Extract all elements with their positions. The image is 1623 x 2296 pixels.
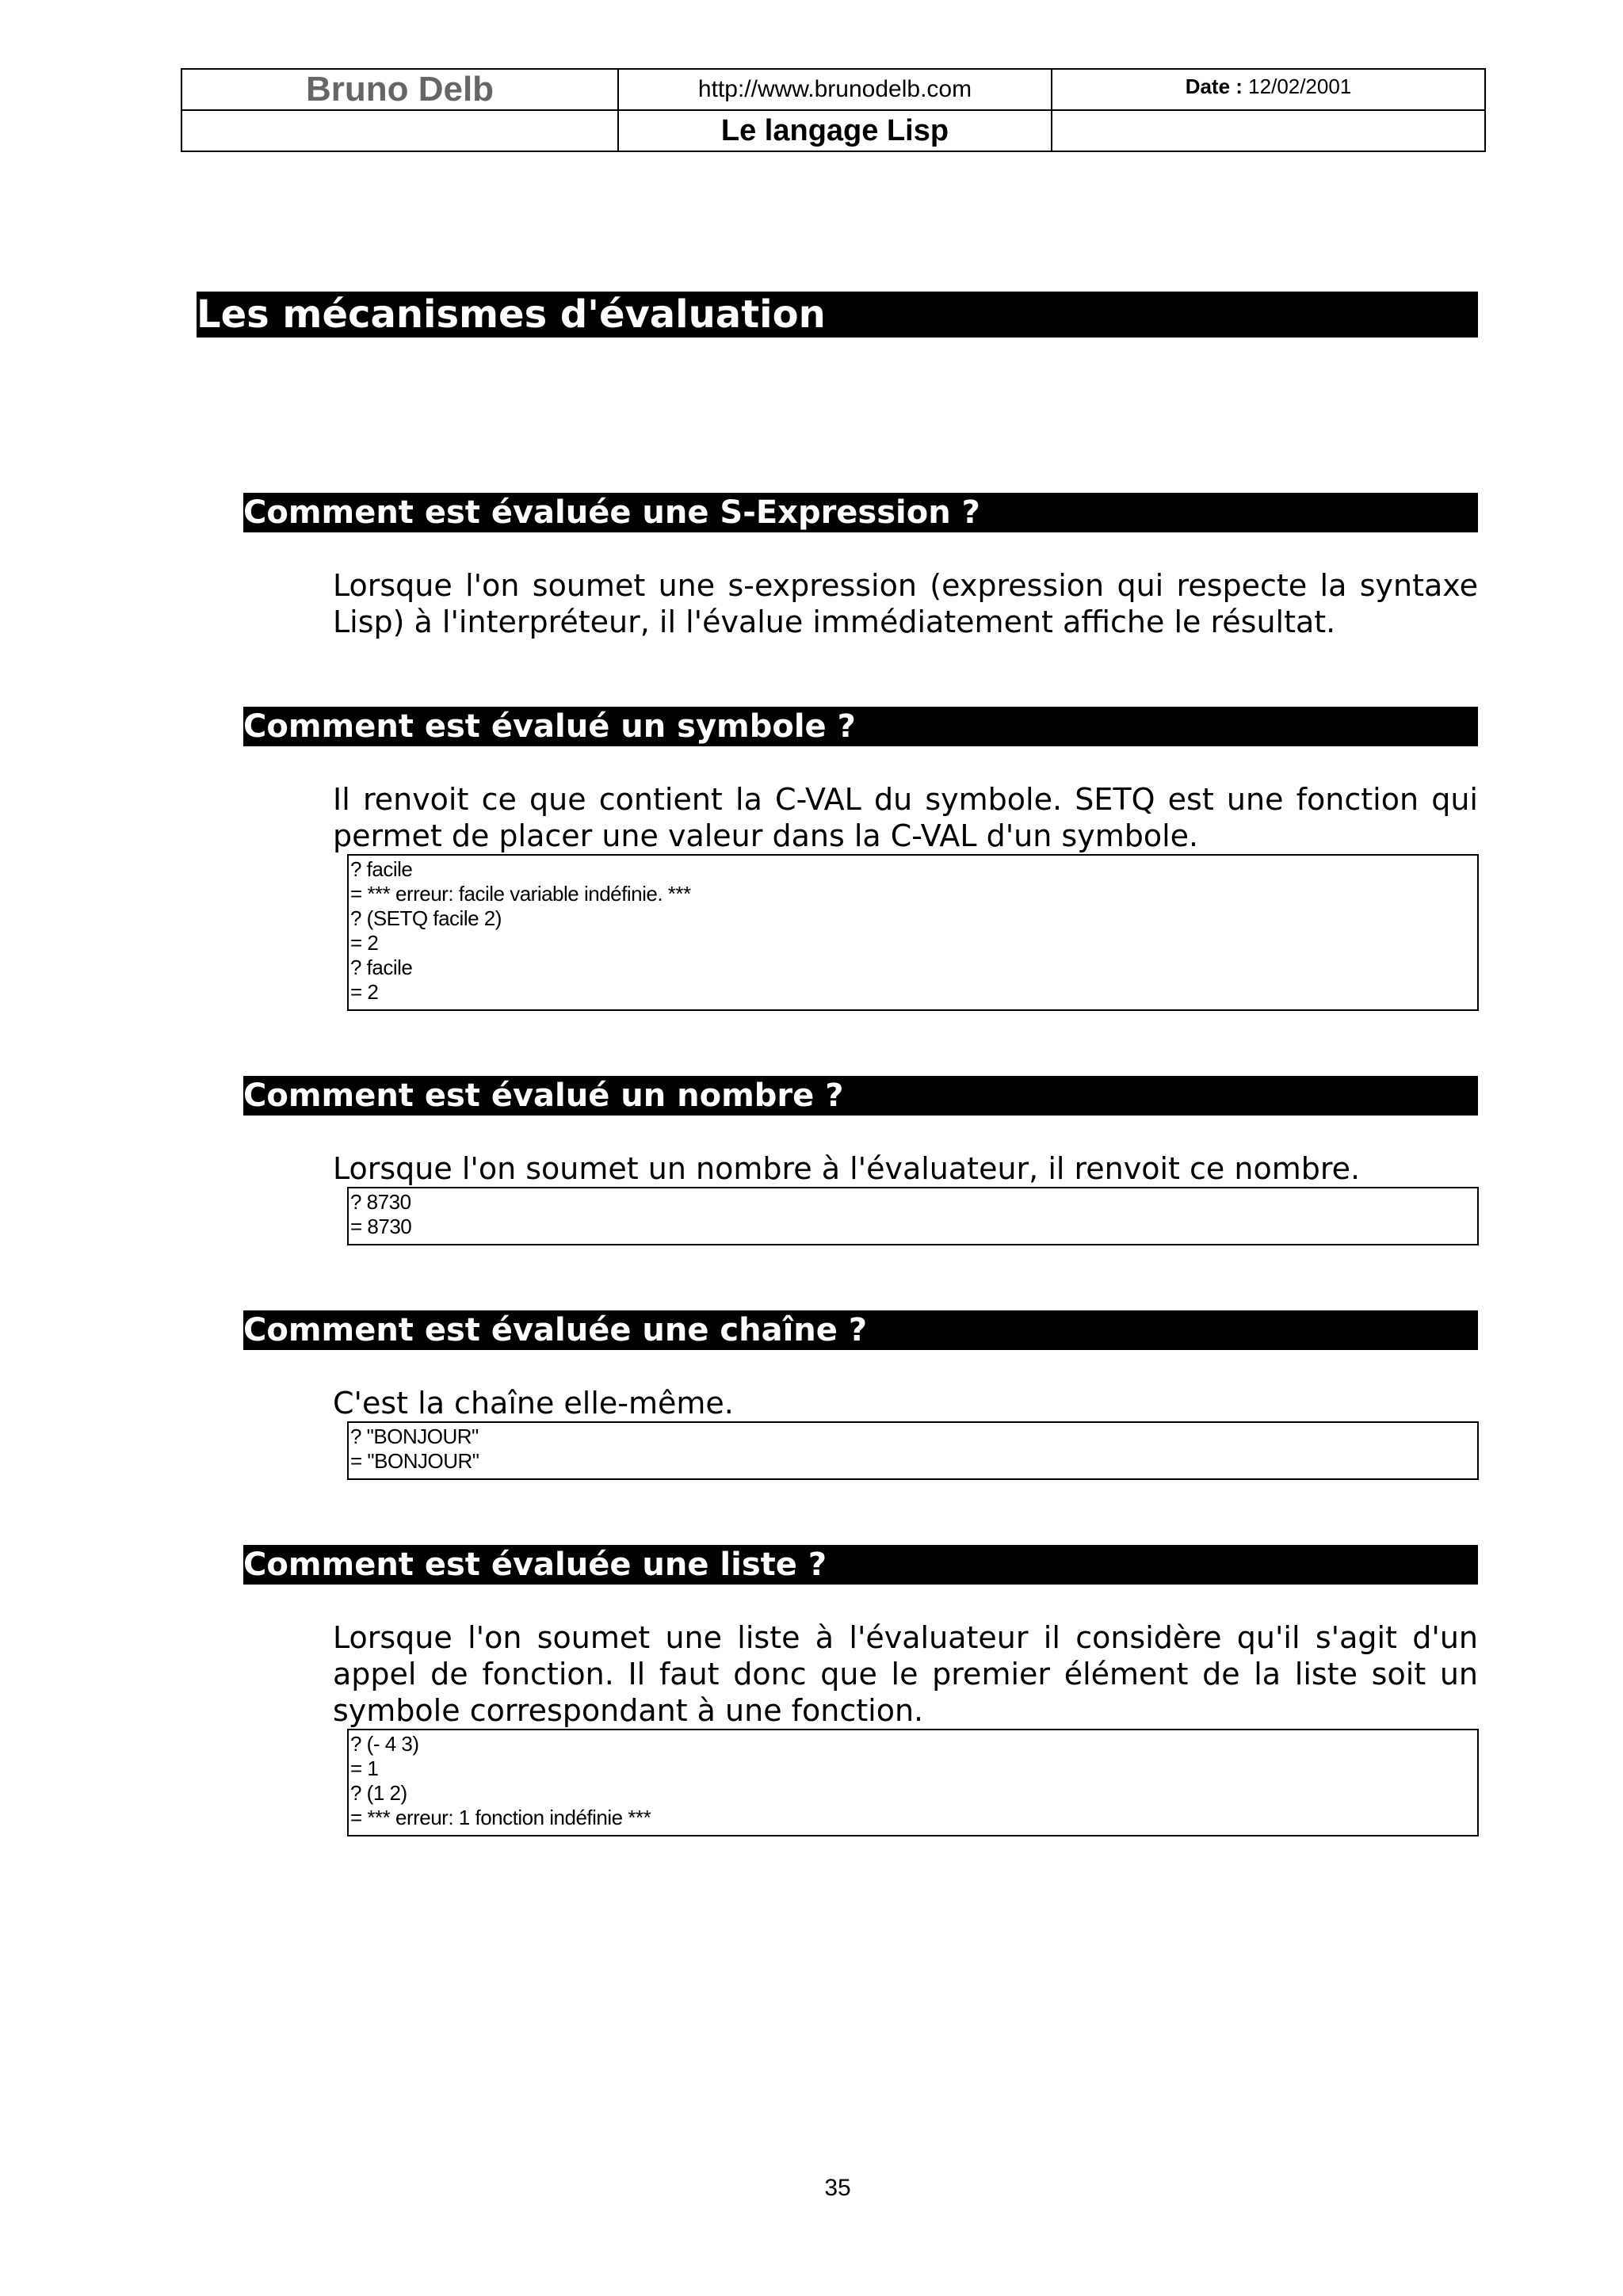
code-line: = 2 [350, 980, 379, 1004]
section-heading-sexpression: Comment est évaluée une S-Expression ? [243, 493, 1478, 532]
page-number: 35 [824, 2175, 851, 2201]
header-url: http://www.brunodelb.com [618, 69, 1052, 110]
code-line: ? (1 2) [350, 1781, 407, 1805]
code-line: = "BONJOUR" [350, 1449, 479, 1473]
page-header [181, 68, 1486, 152]
section-text-sexpression: Lorsque l'on soumet une s-expression (expression qui respecte la syntaxe Lisp) à l'interpréteur, il l'évalue immédiatement affiche le résultat. [333, 568, 1478, 639]
code-line: ? (SETQ facile 2) [350, 906, 502, 930]
code-line: = 2 [350, 931, 379, 955]
section-heading-liste: Comment est évaluée une liste ? [243, 1545, 1478, 1585]
code-example-liste [347, 1729, 1479, 1836]
code-line: ? "BONJOUR" [350, 1425, 479, 1448]
code-line: = *** erreur: 1 fonction indéfinie *** [350, 1806, 651, 1829]
code-line: ? facile [350, 955, 413, 979]
header-date-value: 12/02/2001 [1248, 74, 1352, 98]
section-text-nombre: Lorsque l'on soumet un nombre à l'évaluateur, il renvoit ce nombre. [333, 1151, 1361, 1186]
code-line: ? facile [350, 857, 413, 881]
header-doc-title: Le langage Lisp [618, 110, 1052, 151]
code-line: = 8730 [350, 1215, 412, 1238]
header-empty-cell-right [1052, 110, 1485, 151]
code-line: ? (- 4 3) [350, 1732, 419, 1756]
section-text-chaine: C'est la chaîne elle-même. [333, 1386, 734, 1421]
section-text-liste: Lorsque l'on soumet une liste à l'évaluateur il considère qu'il s'agit d'un appel de fonction. Il faut donc que le premier élément de la liste soit un symbole correspondant à une fonction. [333, 1620, 1478, 1728]
code-line: = *** erreur: facile variable indéfinie. *** [350, 882, 691, 906]
code-line: = 1 [350, 1756, 379, 1780]
code-example-symbole [347, 854, 1479, 1011]
code-example-chaine [347, 1421, 1479, 1480]
section-heading-nombre: Comment est évalué un nombre ? [243, 1076, 1478, 1116]
code-example-nombre [347, 1187, 1479, 1245]
header-empty-cell-left [181, 110, 618, 151]
header-author: Bruno Delb [181, 69, 618, 110]
section-heading-symbole: Comment est évalué un symbole ? [243, 707, 1478, 746]
header-date [1052, 69, 1485, 110]
chapter-title: Les mécanismes d'évaluation [197, 292, 1478, 338]
header-date-label: Date : [1185, 74, 1243, 98]
code-line: ? 8730 [350, 1190, 411, 1214]
section-heading-chaine: Comment est évaluée une chaîne ? [243, 1310, 1478, 1350]
section-text-symbole: Il renvoit ce que contient la C-VAL du symbole. SETQ est une fonction qui permet de placer une valeur dans la C-VAL d'un symbole. [333, 782, 1478, 853]
